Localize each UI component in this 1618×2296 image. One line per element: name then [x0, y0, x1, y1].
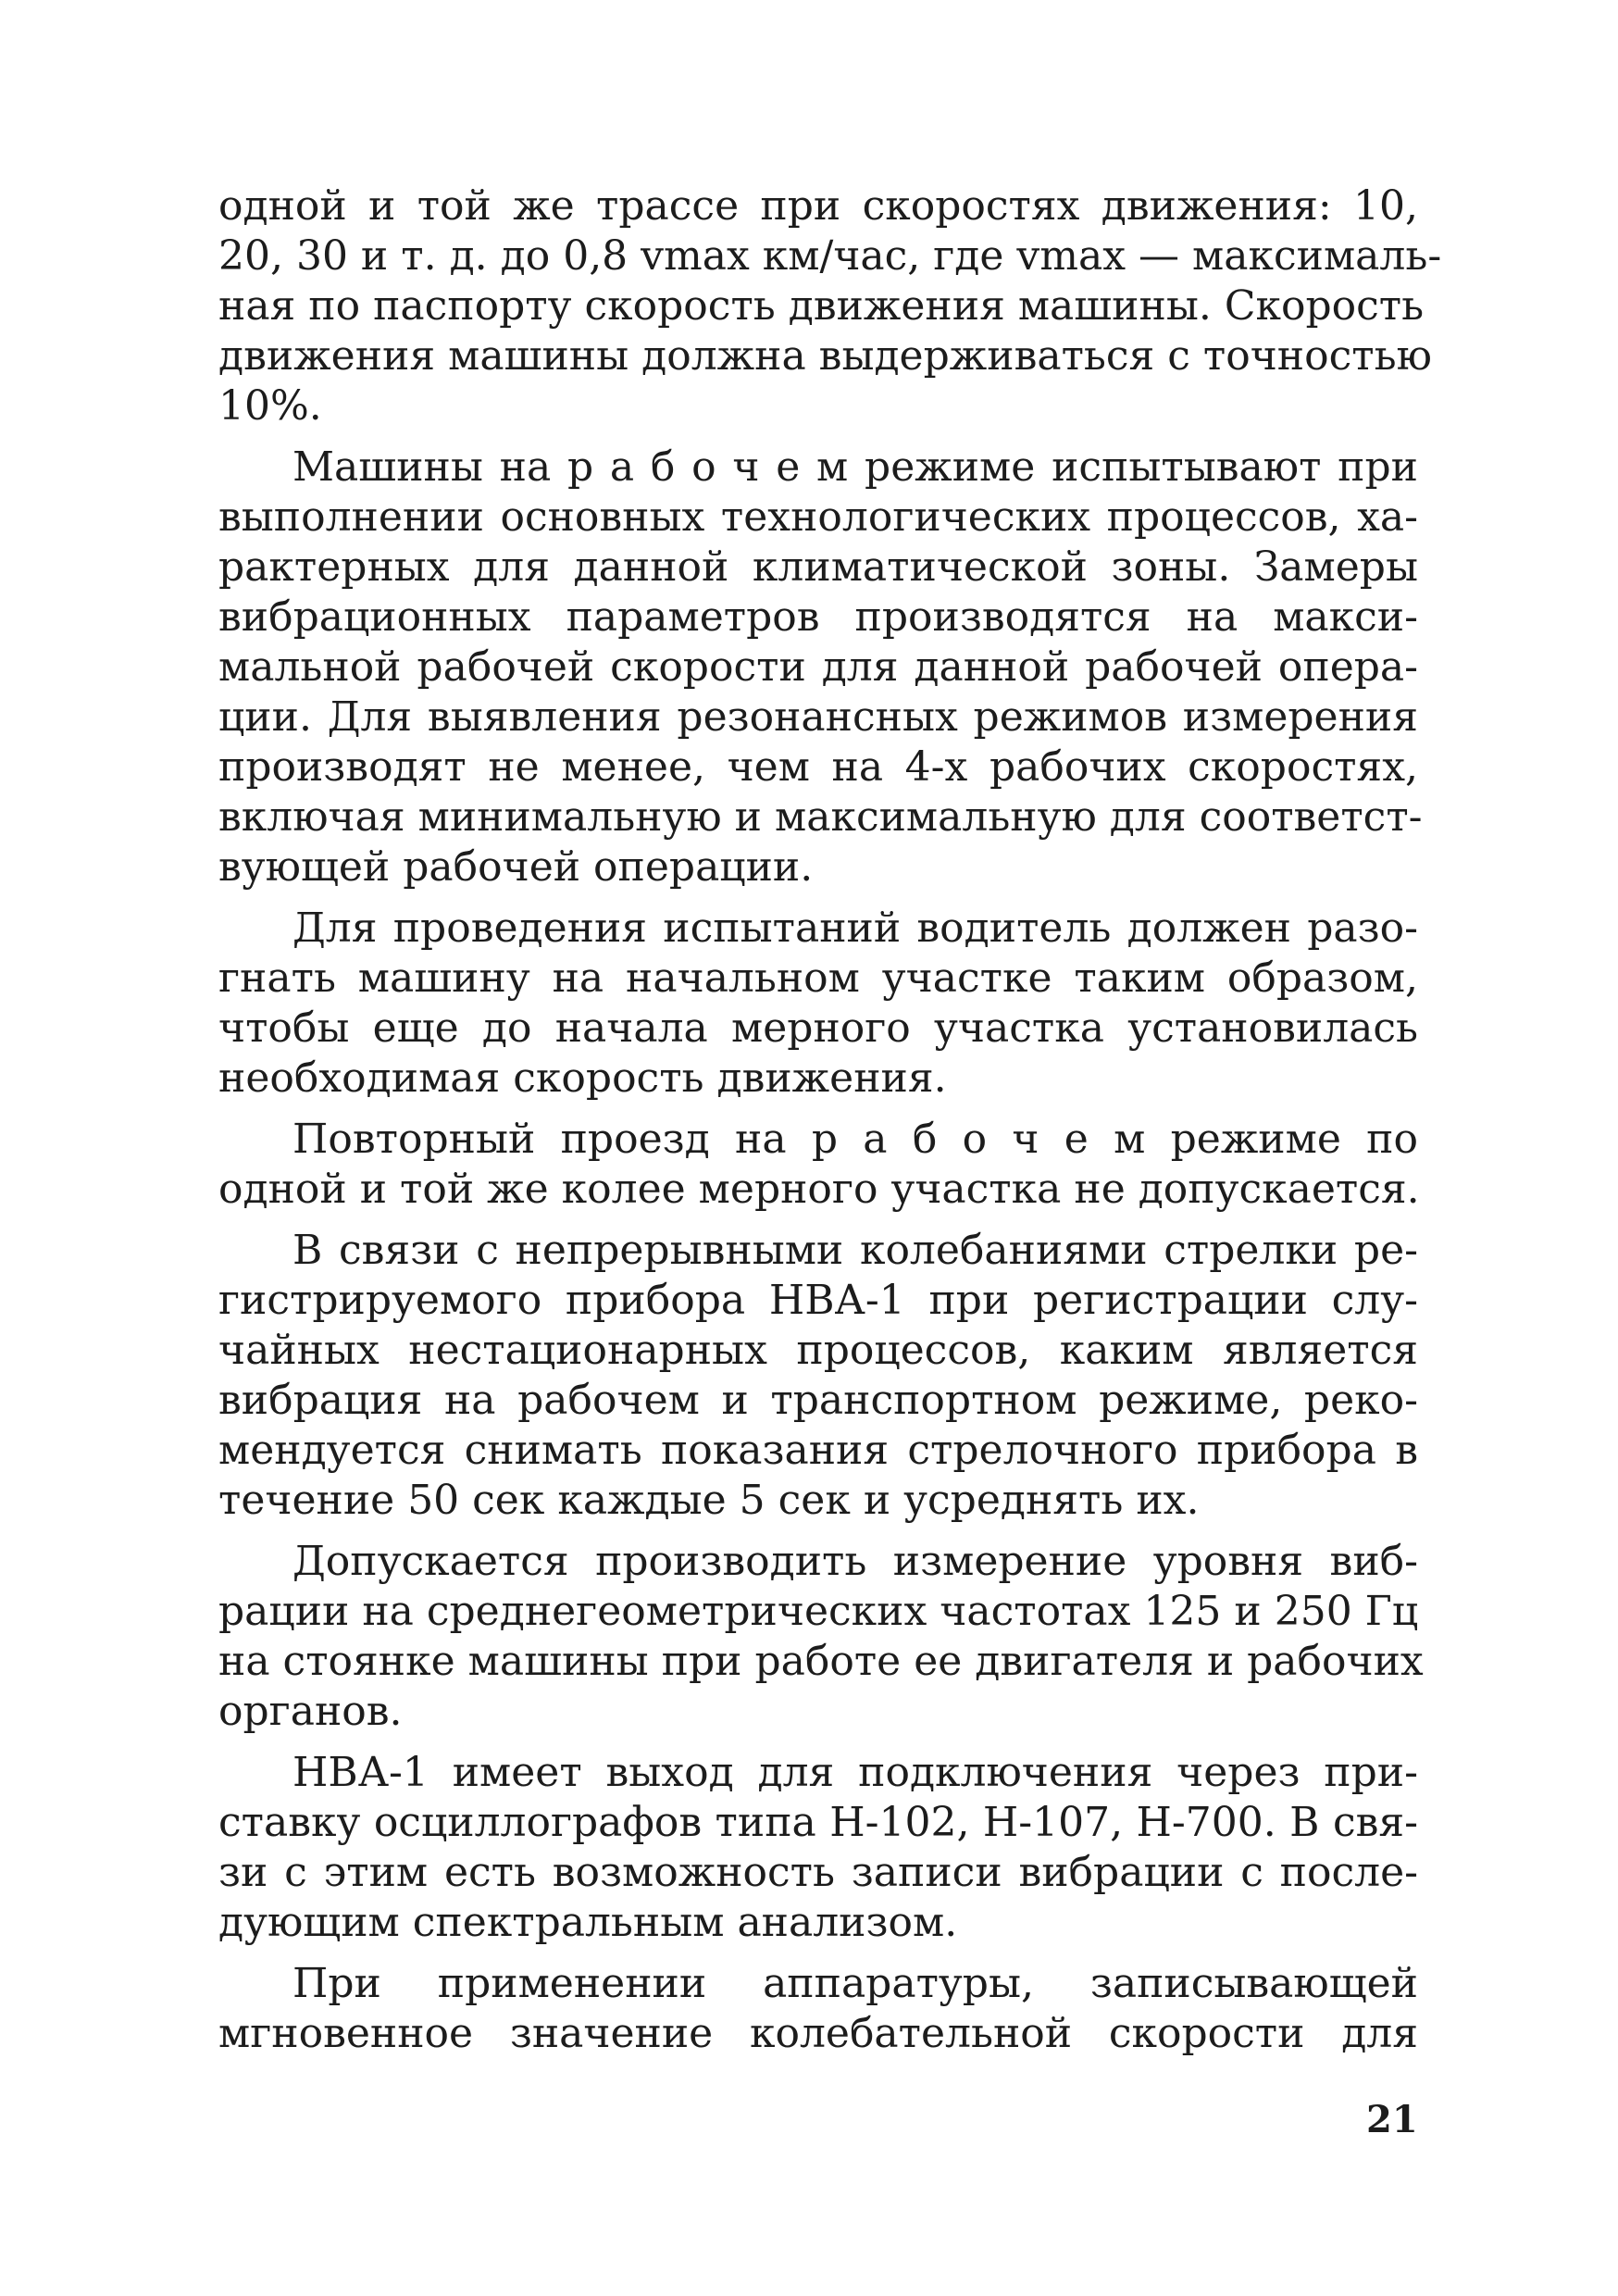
text-line: зи с этим есть возможность записи вибрации с после- [218, 1849, 1418, 1896]
paragraph [218, 1115, 1418, 1215]
text-line: ная по паспорту скорость движения машины. Скорость [218, 282, 1425, 330]
paragraph-gap [218, 892, 1418, 904]
paragraph-gap [218, 1215, 1418, 1226]
paragraph [218, 443, 1423, 892]
text-line: выполнении основных технологических процессов, ха- [218, 493, 1418, 541]
text-line: мендуется снимать показания стрелочного прибора в [218, 1427, 1418, 1474]
text-line: мальной рабочей скорости для данной рабочей опера- [218, 643, 1418, 691]
text-line: течение 50 сек каждые 5 сек и усреднять их. [218, 1477, 1200, 1524]
text-line: Машины на р а б о ч е м режиме испытывают при [292, 443, 1418, 491]
page-number: 21 [1366, 2098, 1418, 2141]
text-line: включая минимальную и максимальную для соответст- [218, 793, 1423, 841]
text-line: рактерных для данной климатической зоны. Замеры [218, 543, 1418, 591]
paragraph-gap [218, 1526, 1418, 1537]
text-line: дующим спектральным анализом. [218, 1899, 958, 1946]
paragraph [218, 1226, 1418, 1526]
text-line: При применении аппаратуры, записывающей [292, 1960, 1418, 2007]
text-line: чтобы еще до начала мерного участка установилась [218, 1004, 1418, 1052]
paragraph [218, 1537, 1424, 1737]
paragraph [218, 1748, 1418, 1948]
text-line: на стоянке машины при работе ее двигателя и рабочих [218, 1638, 1424, 1685]
text-line: гистрируемого прибора НВА-1 при регистрации слу- [218, 1277, 1418, 1324]
text-line: НВА-1 имеет выход для подключения через при- [292, 1749, 1418, 1796]
text-line: чайных нестационарных процессов, каким является [218, 1327, 1418, 1374]
paragraph [218, 1959, 1418, 2059]
text-line: Допускается производить измерение уровня виб- [292, 1538, 1418, 1585]
paragraph-gap [218, 431, 1418, 443]
paragraph [218, 181, 1442, 431]
body-text [218, 181, 1442, 2059]
paragraph-gap [218, 1104, 1418, 1115]
paragraph-gap [218, 1737, 1418, 1748]
text-line: В связи с непрерывными колебаниями стрелки ре- [292, 1227, 1418, 1274]
text-line: органов. [218, 1688, 403, 1735]
text-line: рации на среднегеометрических частотах 125 и 250 Гц [218, 1588, 1419, 1635]
text-line: вующей рабочей операции. [218, 843, 814, 891]
text-line: одной и той же трассе при скоростях движения: 10, [218, 182, 1418, 230]
text-line: производят не менее, чем на 4-х рабочих скоростях, [218, 743, 1418, 791]
text-line: мгновенное значение колебательной скорости для [218, 2010, 1418, 2057]
text-line: 20, 30 и т. д. до 0,8 vmax км/час, где vmax — максималь- [218, 232, 1442, 280]
text-line: вибрация на рабочем и транспортном режиме, реко- [218, 1377, 1418, 1424]
paragraph [218, 904, 1418, 1104]
text-line: ставку осциллографов типа Н-102, Н-107, Н-700. В свя- [218, 1799, 1418, 1846]
paragraph-gap [218, 1948, 1418, 1959]
text-line: необходимая скорость движения. [218, 1054, 947, 1102]
text-line: вибрационных параметров производятся на макси- [218, 593, 1418, 641]
text-line: ции. Для выявления резонансных режимов измерения [218, 693, 1418, 741]
text-line: движения машины должна выдерживаться с точностью [218, 332, 1432, 380]
text-line: Повторный проезд на р а б о ч е м режиме по [292, 1116, 1418, 1163]
text-line: Для проведения испытаний водитель должен разо- [292, 905, 1418, 952]
text-line: одной и той же колее мерного участка не допускается. [218, 1166, 1420, 1213]
text-line: гнать машину на начальном участке таким образом, [218, 955, 1418, 1002]
text-line: 10%. [218, 382, 322, 430]
